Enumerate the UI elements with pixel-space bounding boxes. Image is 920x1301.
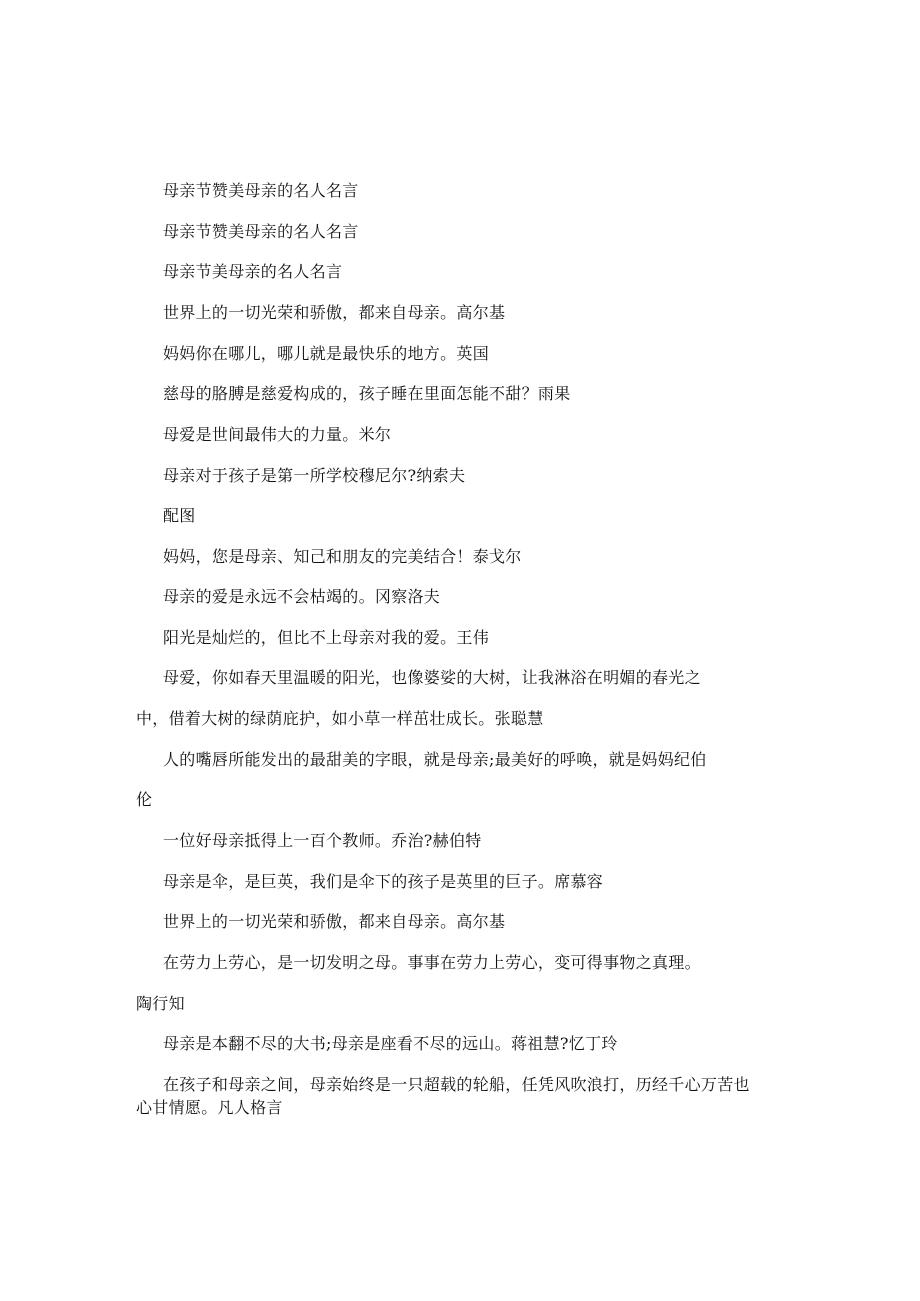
quote-line-continuation: 陶行知 (136, 994, 185, 1013)
quote-line: 在劳力上劳心，是一切发明之母。事事在劳力上劳心，变可得事物之真理。 (163, 953, 701, 972)
quote-line: 人的嘴唇所能发出的最甜美的字眼，就是母亲;最美好的呼唤，就是妈妈纪伯 (163, 750, 707, 769)
image-caption: 配图 (163, 506, 196, 525)
quote-line-continuation: 伦 (136, 790, 153, 809)
section-heading: 母亲节美母亲的名人名言 (163, 262, 343, 281)
quote-line: 母爱是世间最伟大的力量。米尔 (163, 425, 392, 444)
document-title: 母亲节赞美母亲的名人名言 (163, 181, 359, 200)
quote-line: 妈妈，您是母亲、知己和朋友的完美结合！泰戈尔 (163, 547, 522, 566)
quote-line-continuation: 心甘情愿。凡人格言 (136, 1098, 283, 1117)
quote-line: 慈母的胳膊是慈爱构成的，孩子睡在里面怎能不甜？雨果 (163, 384, 571, 403)
document-subtitle: 母亲节赞美母亲的名人名言 (163, 222, 359, 241)
quote-line: 妈妈你在哪儿，哪儿就是最快乐的地方。英国 (163, 344, 490, 363)
quote-line: 母亲的爱是永远不会枯竭的。冈察洛夫 (163, 587, 441, 606)
quote-line: 阳光是灿烂的，但比不上母亲对我的爱。王伟 (163, 628, 490, 647)
quote-line: 世界上的一切光荣和骄傲，都来自母亲。高尔基 (163, 303, 506, 322)
quote-line: 母爱，你如春天里温暖的阳光，也像婆娑的大树，让我淋浴在明媚的春光之 (163, 668, 701, 687)
quote-line: 母亲是伞，是巨英，我们是伞下的孩子是英里的巨子。席慕容 (163, 872, 604, 891)
quote-line-continuation: 中，借着大树的绿荫庇护，如小草一样茁壮成长。张聪慧 (136, 709, 544, 728)
quote-line: 母亲是本翻不尽的大书;母亲是座看不尽的远山。蒋祖慧?忆丁玲 (163, 1034, 618, 1053)
quote-line: 母亲对于孩子是第一所学校穆尼尔?纳索夫 (163, 466, 466, 485)
quote-line: 在孩子和母亲之间，母亲始终是一只超载的轮船，任凭风吹浪打，历经千心万苦也 (163, 1075, 750, 1094)
quote-line: 世界上的一切光荣和骄傲，都来自母亲。高尔基 (163, 912, 506, 931)
quote-line: 一位好母亲抵得上一百个教师。乔治?赫伯特 (163, 831, 482, 850)
